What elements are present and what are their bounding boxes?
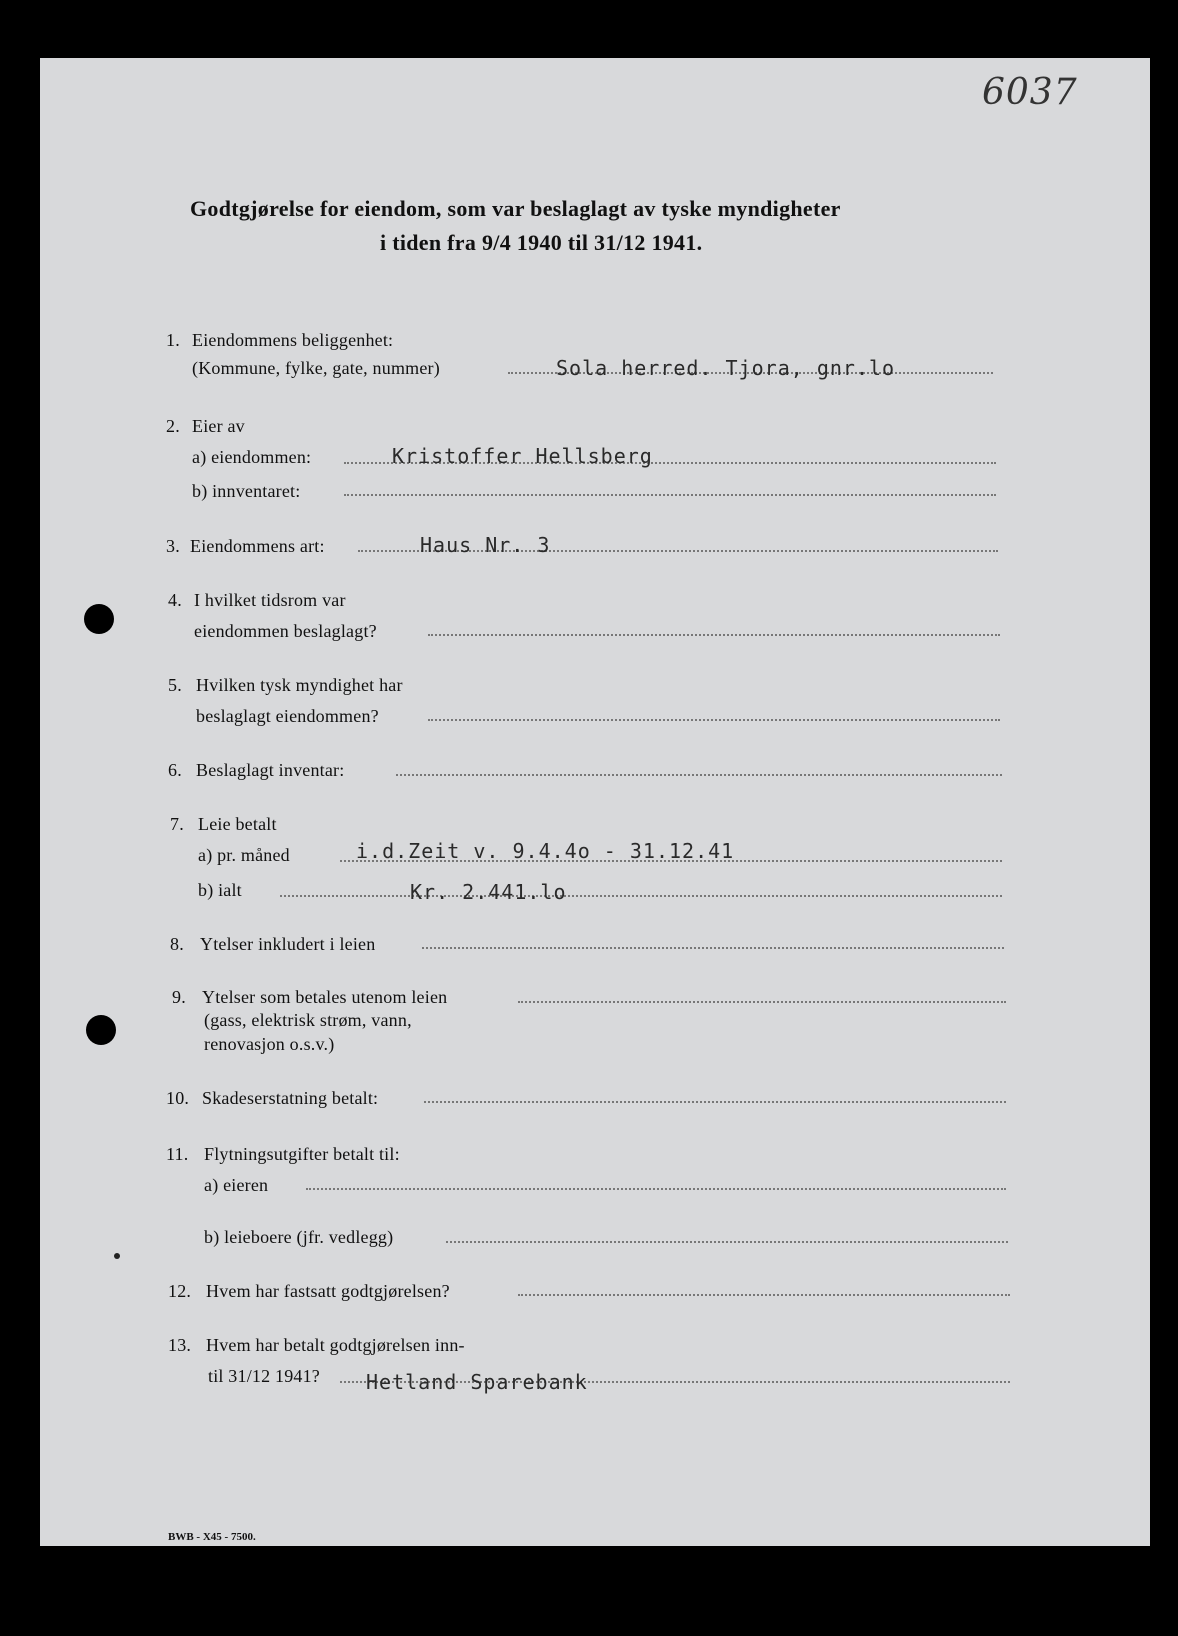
- item-9-label: Ytelser som betales utenom leien: [202, 987, 448, 1007]
- item-5-number: 5.: [168, 675, 182, 695]
- archive-number: 6037: [982, 72, 1078, 113]
- form-paper: [40, 58, 1150, 1546]
- item-7b-label: b) ialt: [198, 880, 242, 900]
- item-8-number: 8.: [170, 934, 184, 954]
- item-1-sublabel: (Kommune, fylke, gate, nummer): [192, 358, 440, 378]
- item-11-number: 11.: [166, 1144, 189, 1164]
- item-1-label: Eiendommens beliggenhet:: [192, 330, 394, 350]
- item-1-value: Sola herred. Tjora, gnr.lo: [556, 356, 896, 380]
- item-4-number: 4.: [168, 590, 182, 610]
- item-10-label: Skadeserstatning betalt:: [202, 1088, 379, 1108]
- punch-hole: [84, 604, 114, 634]
- item-3-value: Haus Nr. 3: [420, 533, 551, 557]
- item-4-label: I hvilket tidsrom var: [194, 590, 346, 610]
- item-9-sublabel-2: renovasjon o.s.v.): [204, 1034, 335, 1054]
- item-9-line: [518, 1001, 1006, 1003]
- item-13-sublabel: til 31/12 1941?: [208, 1366, 320, 1386]
- item-7-number: 7.: [170, 814, 184, 834]
- item-4-line: [428, 634, 1000, 636]
- item-10-line: [424, 1101, 1006, 1103]
- item-7b-line: [280, 895, 1002, 897]
- item-2b-line: [344, 494, 996, 496]
- item-12-number: 12.: [168, 1281, 192, 1301]
- item-6-number: 6.: [168, 760, 182, 780]
- item-5-label: Hvilken tysk myndighet har: [196, 675, 403, 695]
- item-10-number: 10.: [166, 1088, 190, 1108]
- item-13-label: Hvem har betalt godtgjørelsen inn-: [206, 1335, 465, 1355]
- item-7a-value: i.d.Zeit v. 9.4.4o - 31.12.41: [356, 839, 735, 863]
- item-2a-value: Kristoffer Hellsberg: [392, 444, 653, 468]
- item-7-label: Leie betalt: [198, 814, 277, 834]
- item-13-value: Hetland Sparebank: [366, 1370, 588, 1394]
- item-13-number: 13.: [168, 1335, 192, 1355]
- form-code: BWB - X45 - 7500.: [168, 1531, 256, 1543]
- item-3-label: Eiendommens art:: [190, 536, 325, 556]
- punch-hole: [86, 1015, 116, 1045]
- item-11b-label: b) leieboere (jfr. vedlegg): [204, 1227, 394, 1247]
- form-title-line1: Godtgjørelse for eiendom, som var beslaglagt av tyske myndigheter: [190, 196, 841, 221]
- item-11-label: Flytningsutgifter betalt til:: [204, 1144, 400, 1164]
- item-11b-line: [446, 1241, 1008, 1243]
- form-title-line2: i tiden fra 9/4 1940 til 31/12 1941.: [380, 230, 703, 255]
- item-8-label: Ytelser inkludert i leien: [200, 934, 376, 954]
- item-12-line: [518, 1294, 1010, 1296]
- item-3-number: 3.: [166, 536, 180, 556]
- item-2-label: Eier av: [192, 416, 245, 436]
- item-11a-label: a) eieren: [204, 1175, 269, 1195]
- item-5-line: [428, 719, 1000, 721]
- item-5-sublabel: beslaglagt eiendommen?: [196, 706, 379, 726]
- item-8-line: [422, 947, 1004, 949]
- item-6-label: Beslaglagt inventar:: [196, 760, 345, 780]
- item-7a-label: a) pr. måned: [198, 845, 290, 865]
- item-11a-line: [306, 1188, 1006, 1190]
- item-2b-label: b) innventaret:: [192, 481, 301, 501]
- item-6-line: [396, 774, 1002, 776]
- item-7b-value: Kr. 2.441.lo: [410, 880, 567, 904]
- item-2-number: 2.: [166, 416, 180, 436]
- item-12-label: Hvem har fastsatt godtgjørelsen?: [206, 1281, 450, 1301]
- item-9-number: 9.: [172, 987, 186, 1007]
- item-2a-label: a) eiendommen:: [192, 447, 312, 467]
- item-9-sublabel-1: (gass, elektrisk strøm, vann,: [204, 1010, 412, 1030]
- ink-speck: [114, 1253, 120, 1259]
- item-1-number: 1.: [166, 330, 180, 350]
- item-4-sublabel: eiendommen beslaglagt?: [194, 621, 377, 641]
